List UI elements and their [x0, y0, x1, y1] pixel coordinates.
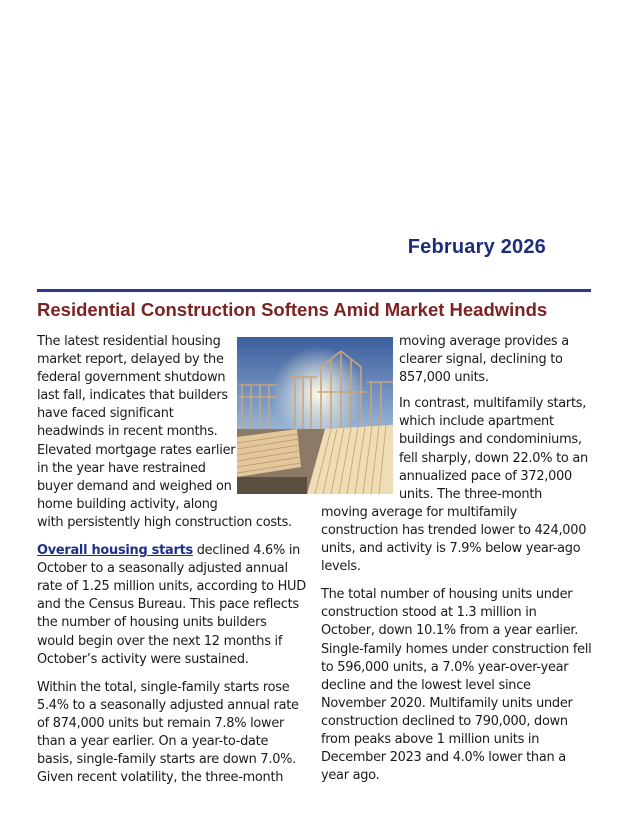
text-line: moving average provides a [399, 334, 569, 349]
text-line: Single-family homes under construction fell [321, 641, 592, 657]
text-line: moving average for multifamily [321, 504, 518, 520]
text-line: buildings and condominiums, [399, 432, 582, 448]
text-line: In contrast, multifamily starts, [399, 396, 587, 412]
text-line: decline and the lowest level since [321, 677, 531, 693]
text-line: federal government shutdown [37, 370, 226, 386]
text-line: the number of housing units builders [37, 615, 267, 631]
text-line: Given recent volatility, the three-month [37, 770, 284, 786]
text-line [37, 542, 303, 560]
paragraph-housing-starts [37, 542, 306, 669]
right-column [321, 333, 594, 792]
text-line: than a year earlier. On a year-to-date [37, 733, 269, 749]
text-line: last fall, indicates that builders [37, 388, 228, 404]
text-line: October to a seasonally adjusted annual [37, 561, 288, 577]
paragraph-single-family [37, 679, 303, 788]
text-line: rate of 1.25 million units, according to HUD [37, 579, 306, 595]
text-line: clearer signal, declining to [399, 352, 563, 368]
text-line: in the year have restrained [37, 460, 206, 476]
paragraph-moving-average [321, 333, 594, 387]
overall-housing-starts-link[interactable]: Overall housing starts [37, 543, 193, 559]
text-line: October, down 10.1% from a year earlier. [321, 623, 579, 639]
paragraph-multifamily [321, 395, 594, 576]
text-line: headwinds in recent months. [37, 424, 218, 440]
text-line: which include apartment [399, 414, 554, 430]
left-column [37, 333, 306, 794]
text-line: and the Census Bureau. This pace reflects [37, 597, 299, 613]
text-line: Within the total, single-family starts rose [37, 679, 290, 695]
text-line: November 2020. Multifamily units under [321, 695, 573, 711]
text-line: construction stood at 1.3 million in [321, 605, 537, 621]
text-line: The latest residential housing [37, 334, 221, 349]
text-line: from peaks above 1 million units in [321, 731, 540, 747]
text-line: 5.4% to a seasonally adjusted annual rate [37, 697, 299, 713]
text-line: October’s activity were sustained. [37, 651, 249, 667]
text-line: levels. [321, 559, 361, 575]
text-line: units. The three-month [399, 486, 543, 502]
text-line: have faced significant [37, 406, 174, 422]
text-line: market report, delayed by the [37, 352, 224, 368]
text-line: December 2023 and 4.0% lower than a [321, 750, 566, 766]
text-line: construction has trended lower to 424,000 [321, 522, 587, 538]
text-line: 857,000 units. [399, 370, 489, 386]
text-line: home building activity, along [37, 496, 218, 512]
text-line: year ago. [321, 768, 380, 784]
text-line: construction declined to 790,000, down [321, 713, 568, 729]
paragraph-intro [37, 333, 303, 532]
text-line: would begin over the next 12 months if [37, 633, 283, 649]
text-line: with persistently high construction costs. [37, 514, 292, 530]
text-line: units, and activity is 7.9% below year-ago [321, 541, 581, 557]
text-line: to 596,000 units, a 7.0% year-over-year [321, 659, 569, 675]
text-line: buyer demand and weighed on [37, 478, 232, 494]
text-line: of 874,000 units but remain 7.8% lower [37, 715, 285, 731]
text-line: The total number of housing units under [321, 587, 573, 603]
article-title: Residential Construction Softens Amid Market Headwinds [37, 299, 548, 320]
paragraph-under-construction [321, 586, 594, 785]
text-line: basis, single-family starts are down 7.0%. [37, 752, 296, 768]
text-fragment: declined 4.6% in [192, 543, 301, 559]
text-line: fell sharply, down 22.0% to an [399, 450, 588, 466]
text-line: annualized pace of 372,000 [399, 468, 572, 484]
issue-date: February 2026 [407, 236, 546, 258]
header-divider [37, 289, 591, 292]
text-line: Elevated mortgage rates earlier [37, 442, 236, 458]
